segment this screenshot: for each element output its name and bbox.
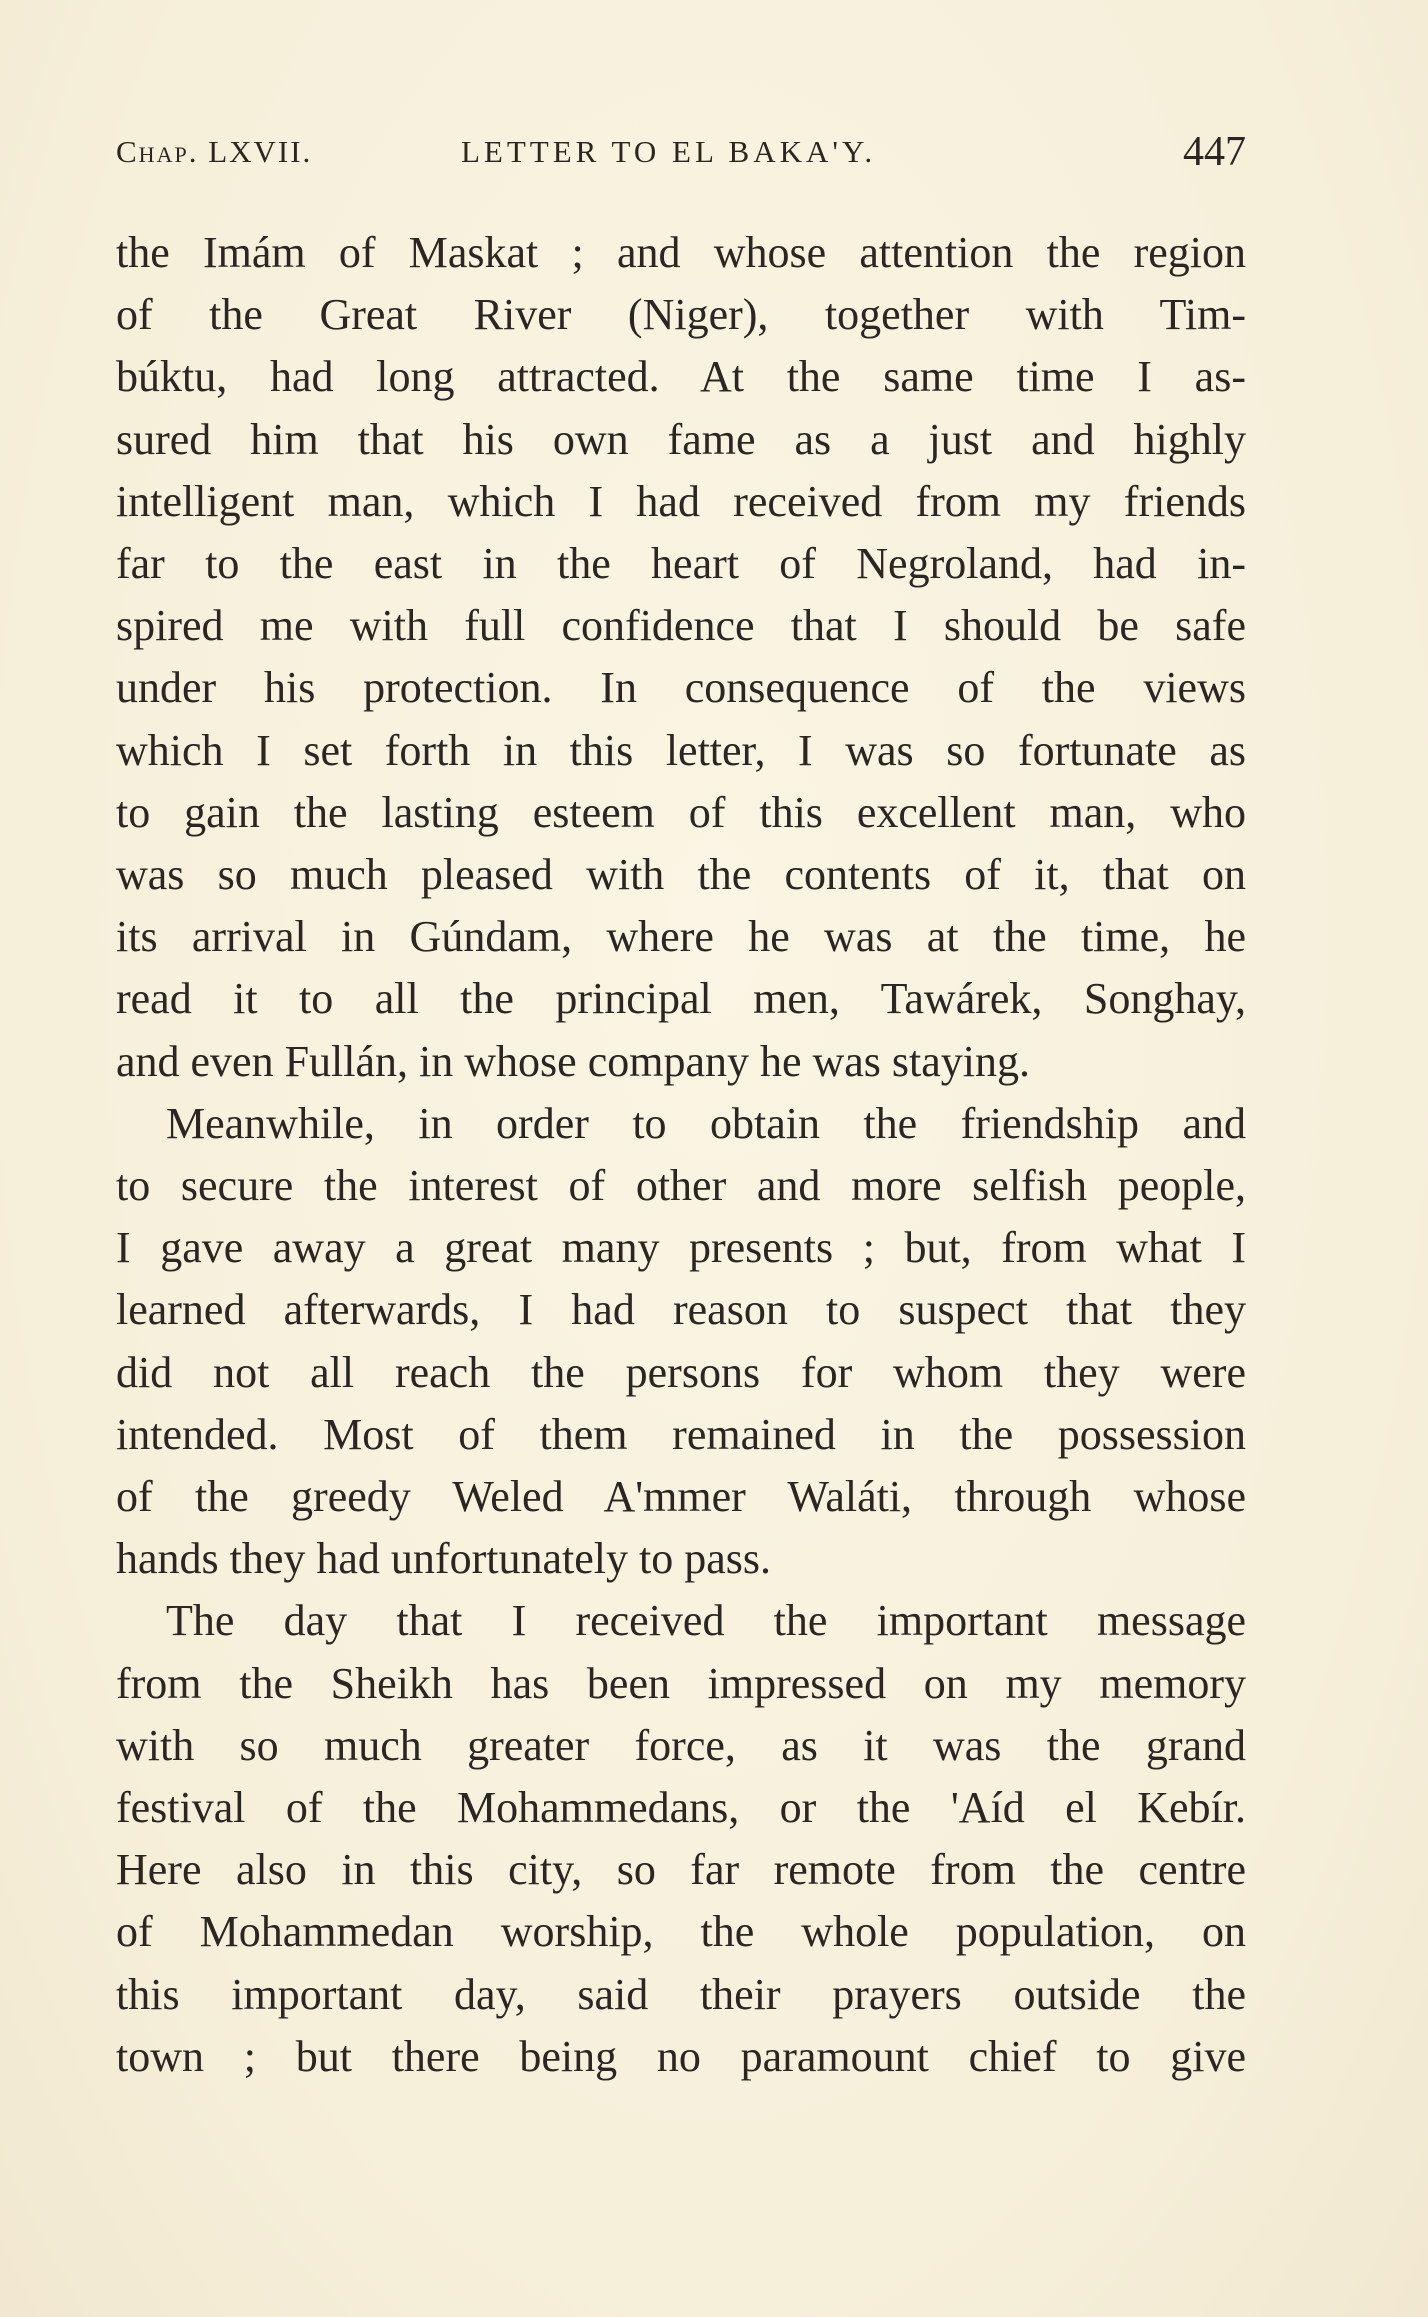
text-line: the Imám of Maskat ; and whose attention the region [116,228,1246,277]
text-line: read it to all the principal men, Tawárek, Songhay, [116,974,1246,1024]
text-line: and even Fullán, in whose company he was staying. [116,1036,1031,1086]
text-line: Here also in this city, so far remote from the centre [116,1845,1246,1895]
text-line: of Mohammedan worship, the whole population, on [116,1907,1246,1957]
text-line: I gave away a great many presents ; but, from what I [116,1223,1246,1273]
text-line: this important day, said their prayers outside the [116,1969,1246,2019]
text-line: its arrival in Gúndam, where he was at the time, he [116,912,1246,962]
text-line: intended. Most of them remained in the possession [116,1409,1246,1459]
text-line: The day that I received the important message [166,1596,1246,1646]
chapter-label: Chap. LXVII. [116,134,313,169]
body-text [116,222,1246,2088]
text-line: far to the east in the heart of Negroland, had in- [116,539,1246,589]
text-line: which I set forth in this letter, I was so fortunate as [116,725,1246,775]
text-line: búktu, had long attracted. At the same time I as- [116,352,1246,402]
running-header [116,128,1246,188]
text-line: of the greedy Weled A'mmer Waláti, through whose [116,1472,1246,1522]
text-line: intelligent man, which I had received from my friends [116,476,1246,526]
text-line: sured him that his own fame as a just and highly [116,414,1246,464]
text-line: from the Sheikh has been impressed on my memory [116,1658,1246,1708]
text-line: hands they had unfortunately to pass. [116,1534,771,1584]
text-line: festival of the Mohammedans, or the 'Aíd el Kebír. [116,1783,1246,1833]
text-line: was so much pleased with the contents of it, that on [116,850,1246,900]
text-line: with so much greater force, as it was the grand [116,1720,1246,1770]
text-line: did not all reach the persons for whom they were [116,1347,1246,1397]
page-number: 447 [1183,129,1246,175]
running-title: LETTER TO EL BAKA'Y. [461,134,877,169]
text-line: Meanwhile, in order to obtain the friendship and [166,1098,1246,1148]
text-line: learned afterwards, I had reason to suspect that they [116,1285,1246,1335]
text-line: under his protection. In consequence of the views [116,663,1246,713]
text-line: of the Great River (Niger), together with Tim- [116,290,1246,340]
text-line: to secure the interest of other and more selfish people, [116,1161,1246,1211]
text-line: town ; but there being no paramount chief to give [116,2031,1246,2081]
text-line: spired me with full confidence that I should be safe [116,601,1246,651]
text-line: to gain the lasting esteem of this excellent man, who [116,787,1246,837]
